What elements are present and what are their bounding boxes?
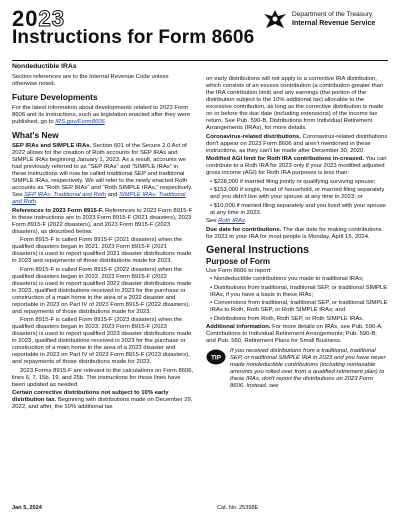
general-instructions-heading: General Instructions: [206, 243, 310, 256]
agency-department: Department of the Treasury: [292, 11, 373, 18]
tip-text: If you received distributions from a traditional, traditional SEP, or traditional SIMPLE IRA in 2023 and you have never made nondeductible contributions (including nontaxable amounts you rolled over from a qualified retirement plan) to these IRAs, don't report the distributions on 2023 Form 8606. Instead, see: [230, 348, 386, 389]
intro-paragraph: Section references are to the Internal Revenue Code unless otherwise noted.: [12, 74, 169, 87]
roth-iras-link[interactable]: Roth IRAs: [218, 218, 245, 224]
see-roth-paragraph: See Roth IRAs.: [206, 218, 247, 224]
document-header: [12, 6, 392, 62]
magi-paragraph: Modified AGI limit for Roth IRA contributions in-creased. You can contribute to a Roth IRA for 2023 only if your 2023 modified adjusted gross income (AGI) for Roth IRA purposes is less than:: [206, 156, 387, 176]
page-subtitle: Nondeductible IRAs: [12, 63, 77, 70]
purpose-paragraph: Use Form 8606 to report:: [206, 267, 272, 274]
sep-iras-link[interactable]: SEP IRAs: Traditional and Roth: [24, 192, 106, 198]
agency-logo: [262, 8, 392, 38]
page-title: Instructions for Form 8606: [12, 27, 255, 48]
purpose-of-form-heading: Purpose of Form: [206, 256, 271, 266]
corrective-distributions-paragraph: Certain corrective distributions not subject to 10% early distribution tax. Beginning with distributions made on December 29, 2022, and after, the 10% additional tax: [12, 390, 193, 410]
agency-name: Internal Revenue Service: [292, 20, 376, 27]
page-footer: [12, 505, 388, 515]
treasury-eagle-icon: [262, 8, 288, 34]
purpose-bullet-2: • Distributions from traditional, traditional SEP, or traditional SIMPLE IRAs, if you have a basis in these IRAs;: [210, 284, 388, 298]
magi-bullet-1: • $228,000 if married filing jointly or qualifying surviving spouse;: [210, 178, 376, 185]
right-column: [206, 76, 388, 392]
purpose-bullet-4: • Distributions from Roth, Roth SEP, or Roth SIMPLE IRAs.: [210, 315, 364, 322]
additional-info-paragraph: Additional information. For more details on IRAs, see Pub. 590-A, Contributions to Individual Retirement Arrangements; Pub. 590-B; and Pub. 560, Retirement Plans for Small Business.: [206, 324, 383, 344]
left-column: [12, 74, 194, 413]
magi-bullet-3: • $10,000 if married filing separately and you lived with your spouse at any time in 2023.: [210, 202, 386, 216]
simple-iras-link[interactable]: SIMPLE IRAs: Traditional and Roth: [12, 192, 186, 205]
purpose-bullet-3: • Conversions from traditional, traditional SEP, or traditional SIMPLE IRAs to Roth, Roth SEP, or Roth SIMPLE IRAs; and: [210, 300, 388, 313]
tip-icon: [206, 349, 226, 365]
coronavirus-paragraph: Coronavirus-related distributions. Coronavirus-related distributions don't appear on 2023 Form 8606 and aren't mentioned in these instructions, as they can't be made after December 30, 2020.: [206, 133, 388, 154]
form-year: 2023: [12, 6, 65, 31]
future-developments-heading: Future Developments: [12, 92, 98, 102]
sep-simple-paragraph: SEP IRAs and SIMPLE IRAs. Section 601 of the Secure 2.0 Act of 2022 allows for the creation of Roth accounts for SEP IRAs and SIMPLE IRAs beginning January 1, 2023. As a result, accounts we had previously referred to as "SEP IRAs" and "SIMPLE IRAs" in these instructions will now be called traditional SEP and traditional SIMPLE IRAs, respectively. We will refer to the newly enacted Roth accounts as "Roth SEP IRAs" and "Roth SIMPLE IRAs," respectively. See SEP IRAs: Traditional and Roth and SIMPLE IRAs: Traditional and Roth.: [12, 143, 193, 205]
whats-new-heading: What's New: [12, 130, 59, 140]
irs-form-link[interactable]: IRS.gov/Form8606: [55, 119, 105, 125]
future-developments-paragraph: For the latest information about developments related to 2023 Form 8606 and its instructions, such as legislation enacted after they were published, go to IRS.gov/Form8606.: [12, 105, 191, 125]
disasters-2023-paragraph: Form 8915-F is called Form 8915-F (2023 disasters) when the qualified disasters began in 2023. 2023 Form 8915-F (2023 disasters) is used to report qualified 2023 disaster distributions made in 2023, qualified distributions received in 2023 for the purchase or construction of a main home in the area of a 2023 disaster and reportable in 2023 on Part IV of 2023 Form 8915-F (2023 disasters), and repayments of those distributions made for 2023.: [12, 317, 192, 365]
disasters-2022-paragraph: Form 8915-F is called Form 8915-F (2022 disasters) when the qualified disasters began in 2022. 2023 Form 8915-F (2022 disasters) is used to report qualified 2022 disaster distributions made in 2023, qualified distributions received in 2023 for the purchase or construction of a main home in the area of a 2022 disaster and reportable in 2023 on Part IV of 2023 Form 8915-F (2022 disasters), and repayments of those distributions made for 2023.: [12, 266, 192, 315]
header-rule: [12, 60, 388, 61]
purpose-bullet-1: • Nondeductible contributions you made to traditional IRAs;: [210, 276, 364, 282]
relevance-paragraph: 2023 Forms 8915-F are relevant to the calculations on Form 8606, lines 6, 7, 15b, 19, and 25b. The instructions for those lines have been updated as needed.: [12, 367, 194, 388]
disasters-2021-paragraph: Form 8915-F is called Form 8915-F (2021 disasters) when the qualified disasters began in 2021. 2023 Form 8915-F (2021 disasters) is used to report qualified 2021 disaster distributions made in 2023 and repayments of those distributions made for 2023.: [12, 237, 192, 264]
footer-catalog-number: Cat. No. 25398E: [217, 505, 259, 511]
tip-box: [206, 348, 388, 390]
due-date-paragraph: Due date for contributions. The due date for making contributions for 2023 to your IRA for most people is Monday, April 15, 2024.: [206, 226, 382, 240]
references-paragraph: References to 2023 Form 8915-F. References to 2023 Form 8915-F in these instructions are to 2023 Form 8915-F (2021 disasters), 2023 Form 8915-F (2022 disasters), and 2023 Form 8915-F (2023 disasters), as described below.: [12, 207, 193, 235]
tip-label: TIP: [210, 354, 222, 362]
continued-paragraph: on early distributions will not apply to a corrective IRA distribution, which consists of an excess contribution (a contribution greater than the IRA contribution limit) and any earnings (the portion of the distribution subject to the 10% additional tax) allocable to the excessive contribution, as long as the corrective distribution is made on or before the due date (including extensions) of the income tax return. See Pub. 590-B, Distributions from Individual Retirement Arrangements (IRAs), for more details.: [206, 76, 384, 131]
footer-date: Jan 5, 2024: [12, 505, 42, 511]
magi-bullet-2: • $153,000 if single, head of household, or married filing separately and you didn't live with your spouse at any time in 2023; or: [210, 187, 385, 200]
